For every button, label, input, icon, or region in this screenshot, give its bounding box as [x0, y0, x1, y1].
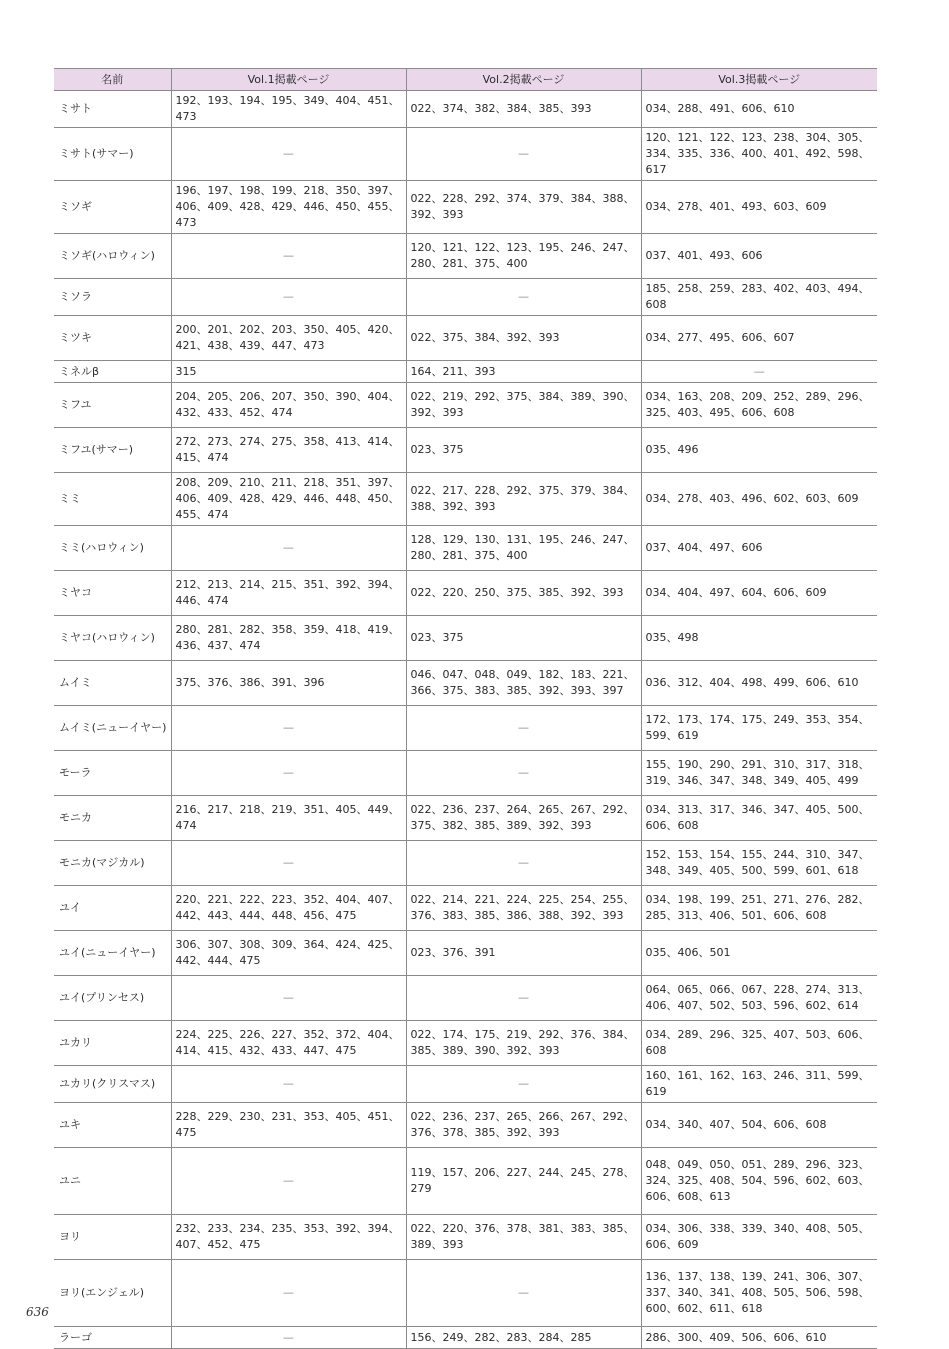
table-row [54, 128, 877, 181]
cell-vol3-pages: 034、289、296、325、407、503、606、608 [641, 1021, 877, 1066]
cell-vol2-pages: 128、129、130、131、195、246、247、280、281、375、400 [406, 526, 641, 571]
cell-vol3-pages: 034、404、497、604、606、609 [641, 571, 877, 616]
cell-name: ユカリ [54, 1021, 171, 1066]
cell-vol3-pages: 152、153、154、155、244、310、347、348、349、405、500、599、601、618 [641, 841, 877, 886]
cell-name: ミミ(ハロウィン) [54, 526, 171, 571]
cell-vol2-pages: — [406, 841, 641, 886]
cell-vol3-pages: 185、258、259、283、402、403、494、608 [641, 279, 877, 316]
cell-vol1-pages: 228、229、230、231、353、405、451、475 [171, 1103, 406, 1148]
cell-vol1-pages: — [171, 526, 406, 571]
cell-vol1-pages: 212、213、214、215、351、392、394、446、474 [171, 571, 406, 616]
cell-name: ヨリ [54, 1215, 171, 1260]
cell-name: ムイミ(ニューイヤー) [54, 706, 171, 751]
table-row [54, 91, 877, 128]
table-row [54, 1260, 877, 1327]
table-row [54, 1103, 877, 1148]
cell-vol2-pages: 022、220、376、378、381、383、385、389、393 [406, 1215, 641, 1260]
cell-vol2-pages: 164、211、393 [406, 361, 641, 383]
table-row [54, 706, 877, 751]
cell-vol1-pages: — [171, 1148, 406, 1215]
cell-vol3-pages: 037、401、493、606 [641, 234, 877, 279]
cell-vol3-pages: 035、496 [641, 428, 877, 473]
cell-vol1-pages: 306、307、308、309、364、424、425、442、444、475 [171, 931, 406, 976]
table-row [54, 1215, 877, 1260]
cell-vol2-pages: 119、157、206、227、244、245、278、279 [406, 1148, 641, 1215]
cell-vol1-pages: 272、273、274、275、358、413、414、415、474 [171, 428, 406, 473]
cell-vol2-pages: — [406, 279, 641, 316]
cell-name: ムイミ [54, 661, 171, 706]
table-row [54, 473, 877, 526]
cell-vol2-pages: 022、214、221、224、225、254、255、376、383、385、386、388、392、393 [406, 886, 641, 931]
cell-vol2-pages: — [406, 128, 641, 181]
table-row [54, 661, 877, 706]
cell-name: ヨリ(エンジェル) [54, 1260, 171, 1327]
cell-vol3-pages: 034、163、208、209、252、289、296、325、403、495、606、608 [641, 383, 877, 428]
cell-vol1-pages: 216、217、218、219、351、405、449、474 [171, 796, 406, 841]
cell-name: ユイ [54, 886, 171, 931]
table-row [54, 1021, 877, 1066]
cell-vol2-pages: 022、374、382、384、385、393 [406, 91, 641, 128]
cell-vol3-pages: 034、313、317、346、347、405、500、606、608 [641, 796, 877, 841]
cell-vol1-pages: 280、281、282、358、359、418、419、436、437、474 [171, 616, 406, 661]
cell-vol3-pages: 037、404、497、606 [641, 526, 877, 571]
index-table [54, 68, 877, 1349]
cell-name: ユカリ(クリスマス) [54, 1066, 171, 1103]
cell-vol2-pages: — [406, 751, 641, 796]
cell-name: ユイ(ニューイヤー) [54, 931, 171, 976]
cell-vol3-pages: 172、173、174、175、249、353、354、599、619 [641, 706, 877, 751]
cell-vol3-pages: 286、300、409、506、606、610 [641, 1327, 877, 1349]
cell-name: ラーゴ [54, 1327, 171, 1349]
cell-vol1-pages: 208、209、210、211、218、351、397、406、409、428、429、446、448、450、455、474 [171, 473, 406, 526]
cell-vol1-pages: — [171, 706, 406, 751]
cell-name: モーラ [54, 751, 171, 796]
cell-name: ミミ [54, 473, 171, 526]
cell-vol1-pages: — [171, 841, 406, 886]
cell-name: ミヤコ(ハロウィン) [54, 616, 171, 661]
cell-vol1-pages: 220、221、222、223、352、404、407、442、443、444、448、456、475 [171, 886, 406, 931]
table-row [54, 886, 877, 931]
cell-vol1-pages: 315 [171, 361, 406, 383]
header-row [54, 69, 877, 91]
table-row [54, 976, 877, 1021]
cell-name: ミソギ [54, 181, 171, 234]
cell-vol2-pages: 022、236、237、264、265、267、292、375、382、385、389、392、393 [406, 796, 641, 841]
cell-vol1-pages: 200、201、202、203、350、405、420、421、438、439、447、473 [171, 316, 406, 361]
column-header-vol3: Vol.3掲載ページ [641, 69, 877, 91]
table-row [54, 383, 877, 428]
cell-vol1-pages: 375、376、386、391、396 [171, 661, 406, 706]
cell-name: ミヤコ [54, 571, 171, 616]
table-body [54, 91, 877, 1349]
cell-vol2-pages: 022、228、292、374、379、384、388、392、393 [406, 181, 641, 234]
cell-vol3-pages: 035、406、501 [641, 931, 877, 976]
table-row [54, 234, 877, 279]
cell-vol2-pages: 156、249、282、283、284、285 [406, 1327, 641, 1349]
cell-name: ミツキ [54, 316, 171, 361]
cell-vol1-pages: — [171, 976, 406, 1021]
cell-vol1-pages: — [171, 279, 406, 316]
table-row [54, 931, 877, 976]
table-row [54, 279, 877, 316]
cell-name: ユニ [54, 1148, 171, 1215]
cell-vol3-pages: 034、306、338、339、340、408、505、606、609 [641, 1215, 877, 1260]
cell-vol3-pages: 160、161、162、163、246、311、599、619 [641, 1066, 877, 1103]
cell-name: ミネルβ [54, 361, 171, 383]
cell-vol1-pages: 192、193、194、195、349、404、451、473 [171, 91, 406, 128]
cell-vol3-pages: 155、190、290、291、310、317、318、319、346、347、348、349、405、499 [641, 751, 877, 796]
cell-vol2-pages: 022、217、228、292、375、379、384、388、392、393 [406, 473, 641, 526]
table-row [54, 1327, 877, 1349]
cell-name: ミサト(サマー) [54, 128, 171, 181]
cell-vol2-pages: 022、375、384、392、393 [406, 316, 641, 361]
cell-name: ミソラ [54, 279, 171, 316]
cell-vol1-pages: — [171, 1066, 406, 1103]
table-row [54, 751, 877, 796]
cell-vol3-pages: 120、121、122、123、238、304、305、334、335、336、400、401、492、598、617 [641, 128, 877, 181]
cell-vol3-pages: 048、049、050、051、289、296、323、324、325、408、504、596、602、603、606、608、613 [641, 1148, 877, 1215]
cell-vol1-pages: 232、233、234、235、353、392、394、407、452、475 [171, 1215, 406, 1260]
cell-vol2-pages: 022、220、250、375、385、392、393 [406, 571, 641, 616]
cell-vol1-pages: 196、197、198、199、218、350、397、406、409、428、429、446、450、455、473 [171, 181, 406, 234]
column-header-vol2: Vol.2掲載ページ [406, 69, 641, 91]
cell-vol3-pages: 064、065、066、067、228、274、313、406、407、502、503、596、602、614 [641, 976, 877, 1021]
cell-vol1-pages: 204、205、206、207、350、390、404、432、433、452、474 [171, 383, 406, 428]
cell-vol2-pages: 022、174、175、219、292、376、384、385、389、390、392、393 [406, 1021, 641, 1066]
cell-vol2-pages: 120、121、122、123、195、246、247、280、281、375、400 [406, 234, 641, 279]
cell-vol2-pages: 022、219、292、375、384、389、390、392、393 [406, 383, 641, 428]
cell-vol3-pages: 034、288、491、606、610 [641, 91, 877, 128]
cell-vol1-pages: — [171, 751, 406, 796]
cell-name: モニカ(マジカル) [54, 841, 171, 886]
cell-vol3-pages: 034、198、199、251、271、276、282、285、313、406、501、606、608 [641, 886, 877, 931]
column-header-name: 名前 [54, 69, 171, 91]
cell-vol3-pages: 034、278、401、493、603、609 [641, 181, 877, 234]
cell-name: ユキ [54, 1103, 171, 1148]
cell-vol3-pages: 034、278、403、496、602、603、609 [641, 473, 877, 526]
table-row [54, 1066, 877, 1103]
cell-vol1-pages: — [171, 128, 406, 181]
cell-name: モニカ [54, 796, 171, 841]
table-row [54, 316, 877, 361]
cell-vol2-pages: — [406, 706, 641, 751]
cell-vol2-pages: 022、236、237、265、266、267、292、376、378、385、392、393 [406, 1103, 641, 1148]
cell-vol2-pages: — [406, 1260, 641, 1327]
cell-vol3-pages: 034、277、495、606、607 [641, 316, 877, 361]
cell-vol3-pages: 036、312、404、498、499、606、610 [641, 661, 877, 706]
cell-vol3-pages: 136、137、138、139、241、306、307、337、340、341、408、505、506、598、600、602、611、618 [641, 1260, 877, 1327]
cell-name: ミフユ(サマー) [54, 428, 171, 473]
page-number: 636 [26, 1305, 49, 1319]
cell-vol3-pages: 035、498 [641, 616, 877, 661]
cell-vol3-pages: 034、340、407、504、606、608 [641, 1103, 877, 1148]
cell-vol1-pages: 224、225、226、227、352、372、404、414、415、432、433、447、475 [171, 1021, 406, 1066]
cell-vol2-pages: — [406, 976, 641, 1021]
table-row [54, 428, 877, 473]
table-row [54, 1148, 877, 1215]
cell-vol2-pages: 023、375 [406, 616, 641, 661]
cell-name: ミサト [54, 91, 171, 128]
table-row [54, 361, 877, 383]
column-header-vol1: Vol.1掲載ページ [171, 69, 406, 91]
cell-name: ミフユ [54, 383, 171, 428]
cell-name: ユイ(プリンセス) [54, 976, 171, 1021]
cell-vol1-pages: — [171, 1260, 406, 1327]
table-row [54, 181, 877, 234]
table-row [54, 526, 877, 571]
cell-vol1-pages: — [171, 234, 406, 279]
cell-vol3-pages: — [641, 361, 877, 383]
cell-vol1-pages: — [171, 1327, 406, 1349]
table-row [54, 571, 877, 616]
table-row [54, 841, 877, 886]
table-row [54, 616, 877, 661]
cell-vol2-pages: 023、376、391 [406, 931, 641, 976]
table-row [54, 796, 877, 841]
cell-name: ミソギ(ハロウィン) [54, 234, 171, 279]
cell-vol2-pages: 046、047、048、049、182、183、221、366、375、383、385、392、393、397 [406, 661, 641, 706]
cell-vol2-pages: 023、375 [406, 428, 641, 473]
cell-vol2-pages: — [406, 1066, 641, 1103]
